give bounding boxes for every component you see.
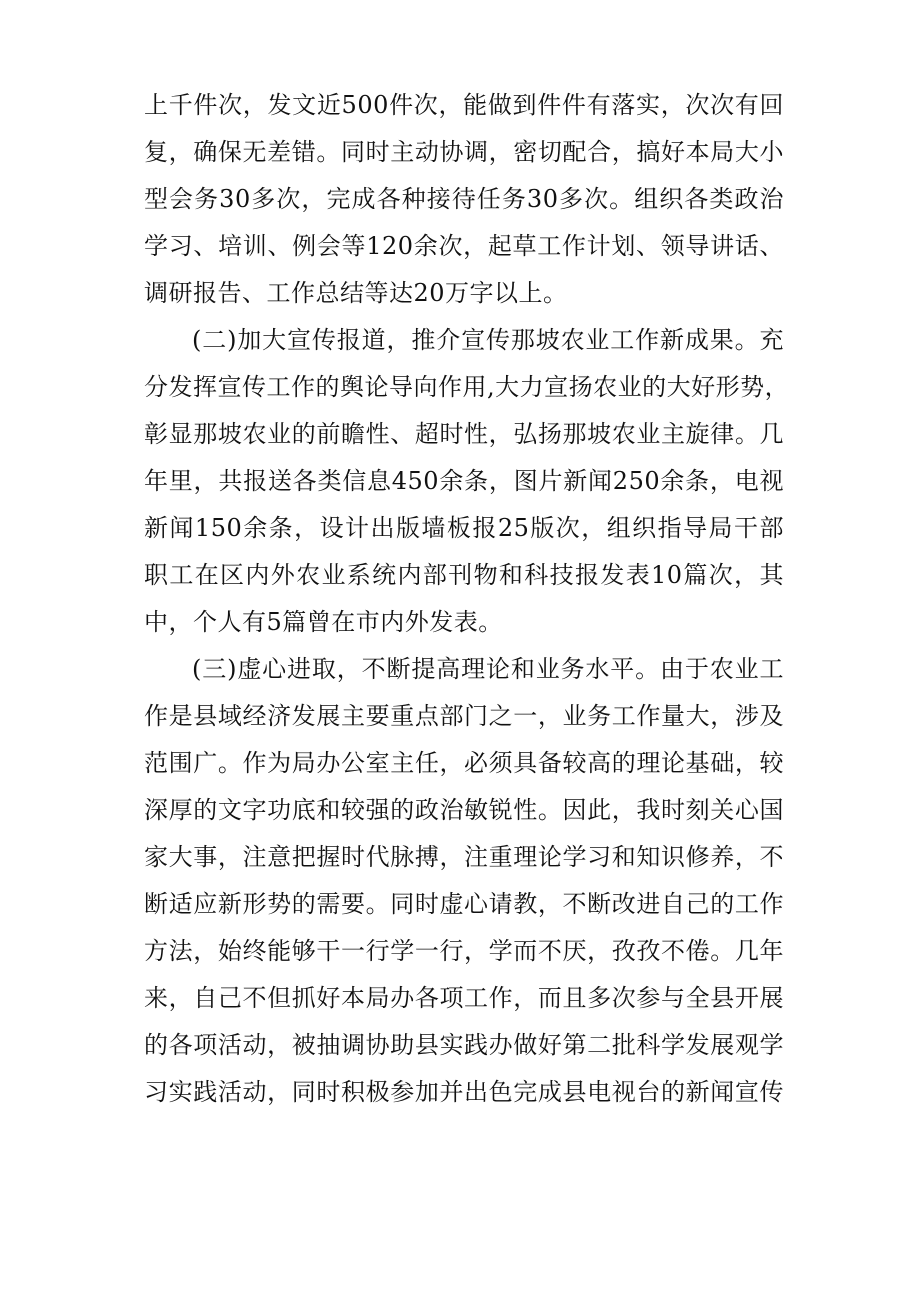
section-heading-line: (三)虚心进取，不断提高理论和业务水平。由于农业工 bbox=[192, 655, 784, 683]
text-line: 家大事，注意把握时代脉搏，注重理论学习和知识修养，不 bbox=[144, 843, 784, 871]
text-line: 年里，共报送各类信息450余条，图片新闻250余条，电视 bbox=[144, 467, 784, 495]
text-line: 中，个人有5篇曾在市内外发表。 bbox=[144, 608, 503, 636]
section-heading-line: (二)加大宣传报道，推介宣传那坡农业工作新成果。充 bbox=[192, 326, 784, 354]
document-body bbox=[144, 82, 790, 1116]
text-line: 范围广。作为局办公室主任，必须具备较高的理论基础，较 bbox=[144, 749, 784, 777]
text-line: 型会务30多次，完成各种接待任务30多次。组织各类政治 bbox=[144, 185, 784, 213]
text-line: 方法，始终能够干一行学一行，学而不厌，孜孜不倦。几年 bbox=[144, 937, 784, 965]
text-line: 学习、培训、例会等120余次，起草工作计划、领导讲话、 bbox=[144, 232, 784, 260]
text-line: 彰显那坡农业的前瞻性、超时性，弘扬那坡农业主旋律。几 bbox=[144, 420, 784, 448]
text-line: 来，自己不但抓好本局办各项工作，而且多次参与全县开展 bbox=[144, 984, 784, 1012]
text-line: 复，确保无差错。同时主动协调，密切配合，搞好本局大小 bbox=[144, 138, 784, 166]
text-line: 分发挥宣传工作的舆论导向作用,大力宣扬农业的大好形势， bbox=[144, 373, 790, 401]
text-line: 上千件次，发文近500件次，能做到件件有落实，次次有回 bbox=[144, 91, 784, 119]
text-line: 习实践活动，同时积极参加并出色完成县电视台的新闻宣传 bbox=[144, 1078, 784, 1106]
text-line: 作是县域经济发展主要重点部门之一，业务工作量大，涉及 bbox=[144, 702, 784, 730]
text-line: 的各项活动，被抽调协助县实践办做好第二批科学发展观学 bbox=[144, 1031, 784, 1059]
text-line: 深厚的文字功底和较强的政治敏锐性。因此，我时刻关心国 bbox=[144, 796, 784, 824]
text-line: 职工在区内外农业系统内部刊物和科技报发表10篇次，其 bbox=[144, 561, 784, 589]
text-line: 断适应新形势的需要。同时虚心请教，不断改进自己的工作 bbox=[144, 890, 784, 918]
text-line: 新闻150余条，设计出版墙板报25版次，组织指导局干部 bbox=[144, 514, 784, 542]
text-line: 调研报告、工作总结等达20万字以上。 bbox=[144, 279, 568, 307]
